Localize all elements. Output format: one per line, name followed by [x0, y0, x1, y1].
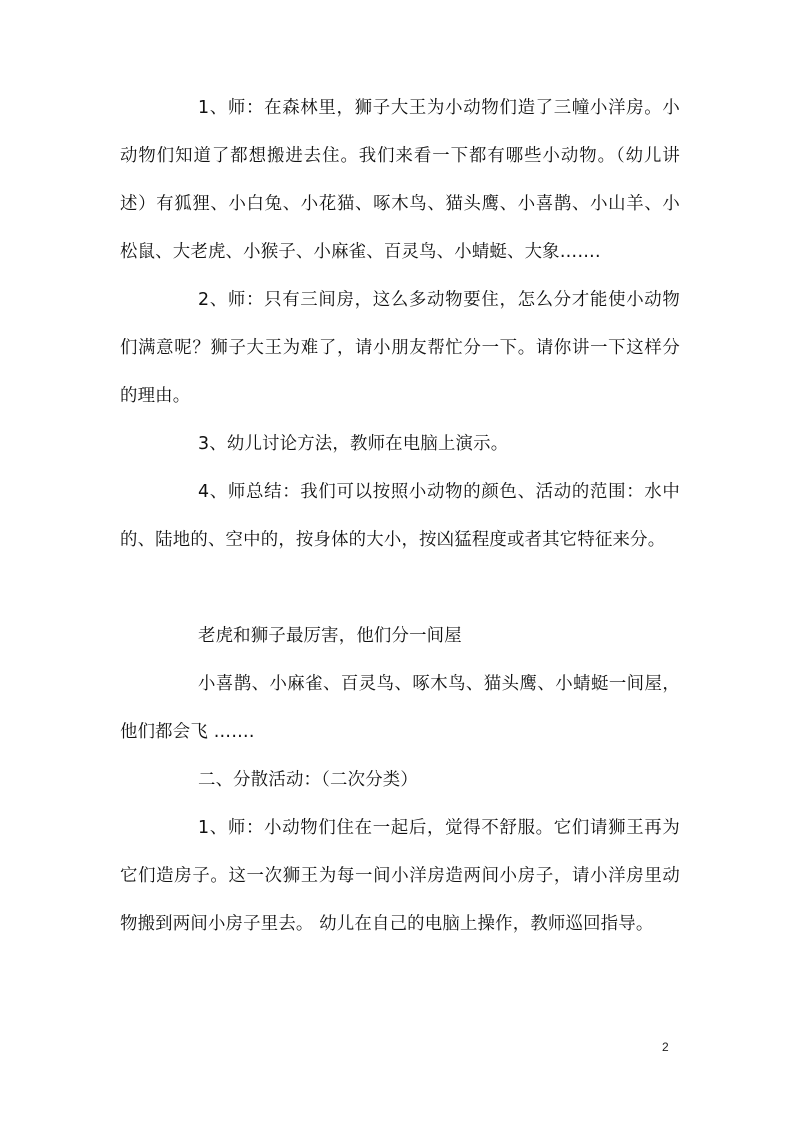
paragraph-7: 二、分散活动：（二次分类） — [198, 770, 418, 790]
paragraph-1: 1、师：在森林里，狮子大王为小动物们造了三幢小洋房。小动物们知道了都想搬进去住。我们来看一下都有哪些小动物。（幼儿讲述）有狐狸、小白兔、小花猫、啄木鸟、猫头鹰、小喜鹊、小山羊、小松鼠、大老虎、小猴子、小麻雀、百灵鸟、小蜻蜓、大象……. — [120, 98, 680, 262]
paragraph-8: 1、师：小动物们住在一起后，觉得不舒服。它们请狮王再为它们造房子。这一次狮王为每一间小洋房造两间小房子，请小洋房里动物搬到两间小房子里去。 幼儿在自己的电脑上操作，教师巡回指导。 — [120, 818, 680, 934]
paragraph-4: 4、师总结：我们可以按照小动物的颜色、活动的范围：水中的、陆地的、空中的，按身体的大小，按凶猛程度或者其它特征来分。 — [120, 482, 680, 550]
paragraph-5: 老虎和狮子最厉害，他们分一间屋 — [198, 626, 462, 646]
paragraph-2: 2、师：只有三间房，这么多动物要住，怎么分才能使小动物们满意呢？狮子大王为难了，请小朋友帮忙分一下。请你讲一下这样分的理由。 — [120, 290, 680, 406]
page-number: 2 — [662, 1040, 669, 1054]
paragraph-6: 小喜鹊、小麻雀、百灵鸟、啄木鸟、猫头鹰、小蜻蜓一间屋，他们都会飞 ……. — [120, 674, 680, 742]
paragraph-3: 3、幼儿讨论方法，教师在电脑上演示。 — [198, 434, 509, 454]
